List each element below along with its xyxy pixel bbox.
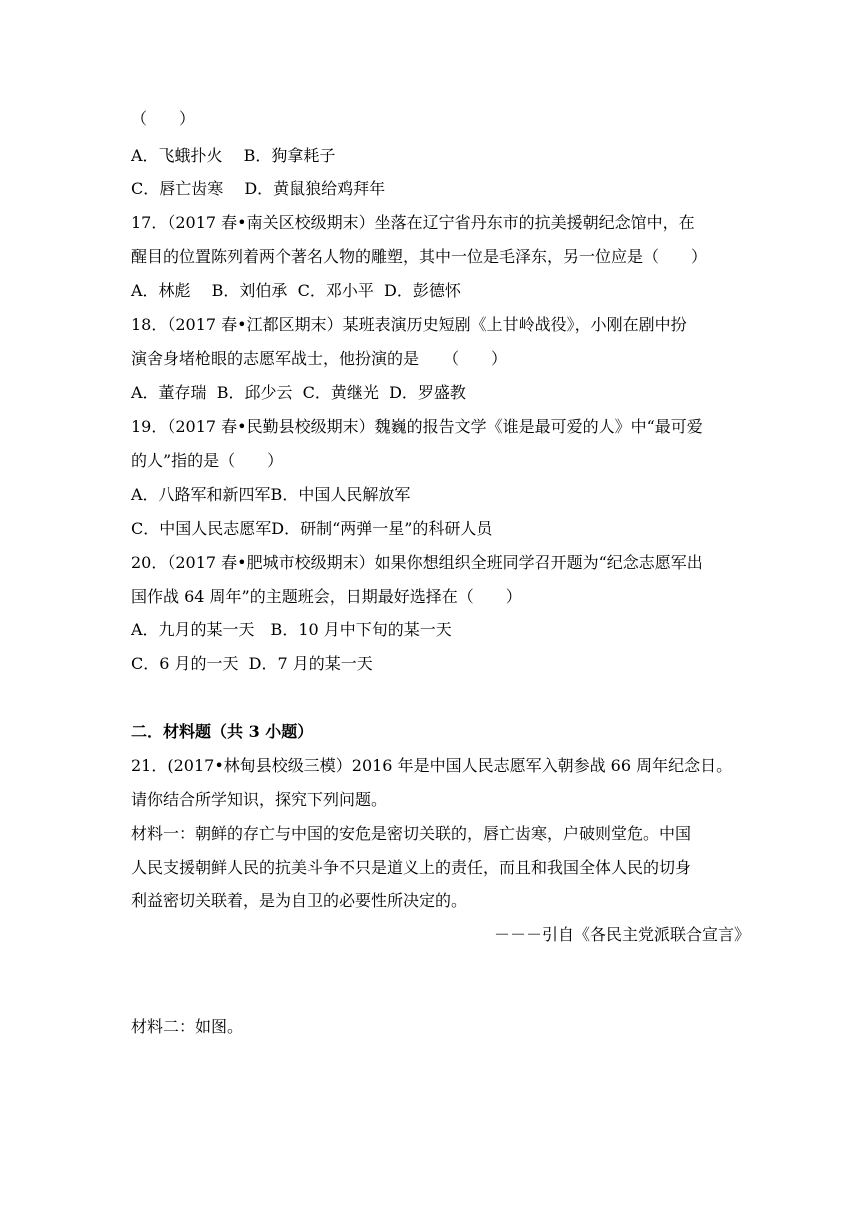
q16-options-ab: A．飞蛾扑火 B．狗拿耗子 (131, 146, 336, 165)
q21-citation: －－－引自《各民主党派联合宣言》 (493, 925, 750, 944)
q19-stem-line2: 的人”指的是（ ） (131, 451, 284, 470)
q19-options-cd: C．中国人民志愿军D．研制“两弹一星”的科研人员 (131, 519, 493, 538)
q20-stem-line1: 20．（2017 春•肥城市校级期末）如果你想组织全班同学召开题为“纪念志愿军出 (131, 553, 703, 572)
q19-options-ab: A．八路军和新四军B．中国人民解放军 (131, 485, 411, 504)
q17-options: A．林彪 B．刘伯承 C．邓小平 D．彭德怀 (131, 281, 461, 300)
q21-stem-line2: 请你结合所学知识，探究下列问题。 (131, 790, 388, 809)
q20-stem-line2: 国作战 64 周年”的主题班会，日期最好选择在（ ） (131, 587, 522, 606)
q17-stem-line1: 17．（2017 春•南关区校级期末）坐落在辽宁省丹东市的抗美援朝纪念馆中，在 (131, 213, 695, 232)
q21-stem-line1: 21．(2017•林甸县校级三模）2016 年是中国人民志愿军入朝参战 66 周年纪念日。 (131, 756, 733, 775)
q16-answer-parens: （ ） (131, 109, 196, 128)
q18-stem-line1: 18．（2017 春•江都区期末）某班表演历史短剧《上甘岭战役》，小刚在剧中扮 (131, 315, 687, 334)
q17-stem-line2: 醒目的位置陈列着两个著名人物的雕塑，其中一位是毛泽东，另一位应是（ ） (131, 247, 708, 266)
q21-material1-line3: 利益密切关联着，是为自卫的必要性所决定的。 (131, 891, 468, 910)
q20-options-ab: A．九月的某一天 B．10 月中下旬的某一天 (131, 620, 452, 639)
q19-stem-line1: 19．（2017 春•民勤县校级期末）魏巍的报告文学《谁是最可爱的人》中“最可爱 (131, 417, 703, 436)
q21-material1-line2: 人民支援朝鲜人民的抗美斗争不只是道义上的责任，而且和我国全体人民的切身 (131, 858, 692, 877)
q20-options-cd: C．6 月的一天 D．7 月的某一天 (131, 654, 373, 673)
q18-stem-line2: 演舍身堵枪眼的志愿军战士，他扮演的是 （ ） (131, 349, 508, 368)
q16-options-cd: C．唇亡齿寒 D．黄鼠狼给鸡拜年 (131, 179, 386, 198)
q21-material2: 材料二：如图。 (131, 1017, 244, 1036)
q21-material1-line1: 材料一：朝鲜的存亡与中国的安危是密切关联的，唇亡齿寒，户破则堂危。中国 (131, 824, 692, 843)
section-title-materials: 二．材料题（共 3 小题） (131, 722, 314, 741)
q18-options: A．董存瑞 B．邱少云 C．黄继光 D．罗盛教 (131, 383, 466, 402)
